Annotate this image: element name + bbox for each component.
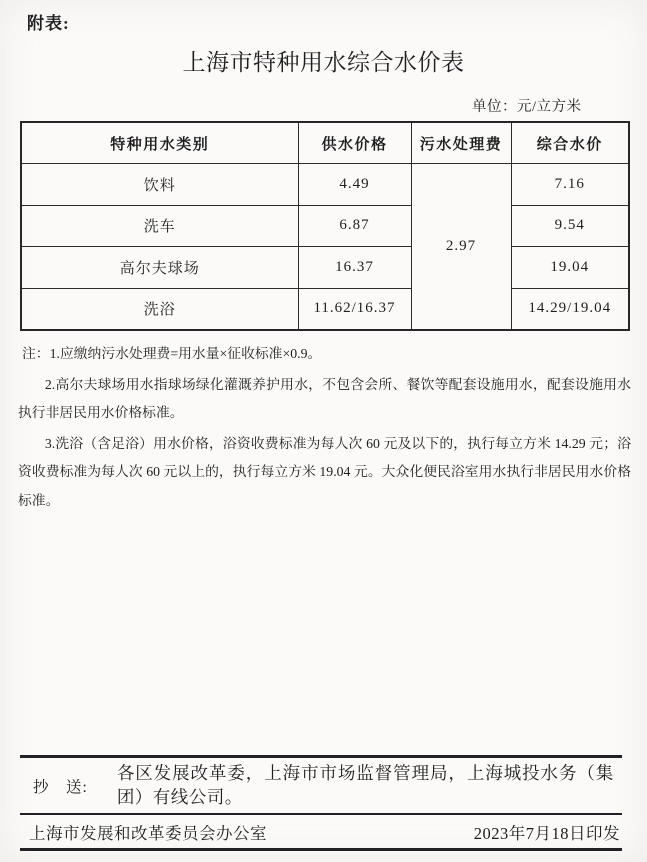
unit-label: 单位：元/立方米 (472, 99, 582, 115)
note-2: 2.高尔夫球场用水指球场绿化灌溉养护用水，不包含会所、餐饮等配套设施用水，配套设施用水执行非居民用水价格标准。 (18, 376, 631, 420)
issue-date: 2023年7月18日印发 (473, 823, 620, 843)
col-header-supply-price: 供水价格 (298, 122, 411, 164)
supply-price-cell: 11.62/16.37 (298, 288, 411, 330)
composite-price-cell: 14.29/19.04 (511, 288, 629, 330)
col-header-sewage-fee: 污水处理费 (411, 122, 511, 164)
col-header-category: 特种用水类别 (21, 122, 298, 164)
composite-price-cell: 7.16 (511, 164, 629, 206)
col-header-composite-price: 综合水价 (511, 122, 629, 164)
table-header-row (21, 122, 629, 164)
category-cell: 饮料 (21, 164, 298, 206)
attachment-label: 附表: (27, 14, 70, 33)
issue-row (20, 815, 622, 848)
supply-price-cell: 16.37 (298, 247, 411, 289)
supply-price-cell: 4.49 (298, 164, 411, 206)
category-cell: 洗浴 (21, 288, 298, 330)
water-price-table (20, 121, 630, 331)
page-title: 上海市特种用水综合水价表 (182, 50, 465, 75)
table-row-beverage (21, 164, 629, 206)
divider-thick-bottom (20, 848, 622, 851)
issuer: 上海市发展和改革委员会办公室 (29, 823, 267, 843)
composite-price-cell: 9.54 (511, 205, 629, 247)
sewage-fee-merged-cell: 2.97 (411, 164, 511, 331)
cc-row (20, 758, 622, 813)
notes-section (18, 340, 631, 517)
table-row-bathing (21, 288, 629, 330)
cc-text: 各区发展改革委，上海市市场监督管理局，上海城投水务（集团）有线公司。 (116, 763, 614, 807)
table-row-car-wash (21, 205, 629, 247)
cc-label: 抄 送: (33, 778, 88, 796)
note-3: 3.洗浴（含足浴）用水价格，浴资收费标准为每人次 60 元及以下的，执行每立方米 14.29 元；浴资收费标准为每人次 60 元以上的，执行每立方米 19.04 元。大众化便民浴室用水执行非居民用水价格标准。 (18, 435, 631, 508)
supply-price-cell: 6.87 (298, 205, 411, 247)
table-row-golf-course (21, 247, 629, 289)
category-cell: 高尔夫球场 (21, 247, 298, 289)
note-1: 注：1.应缴纳污水处理费=用水量×征收标准×0.9。 (22, 346, 322, 361)
composite-price-cell: 19.04 (511, 247, 629, 289)
category-cell: 洗车 (21, 205, 298, 247)
